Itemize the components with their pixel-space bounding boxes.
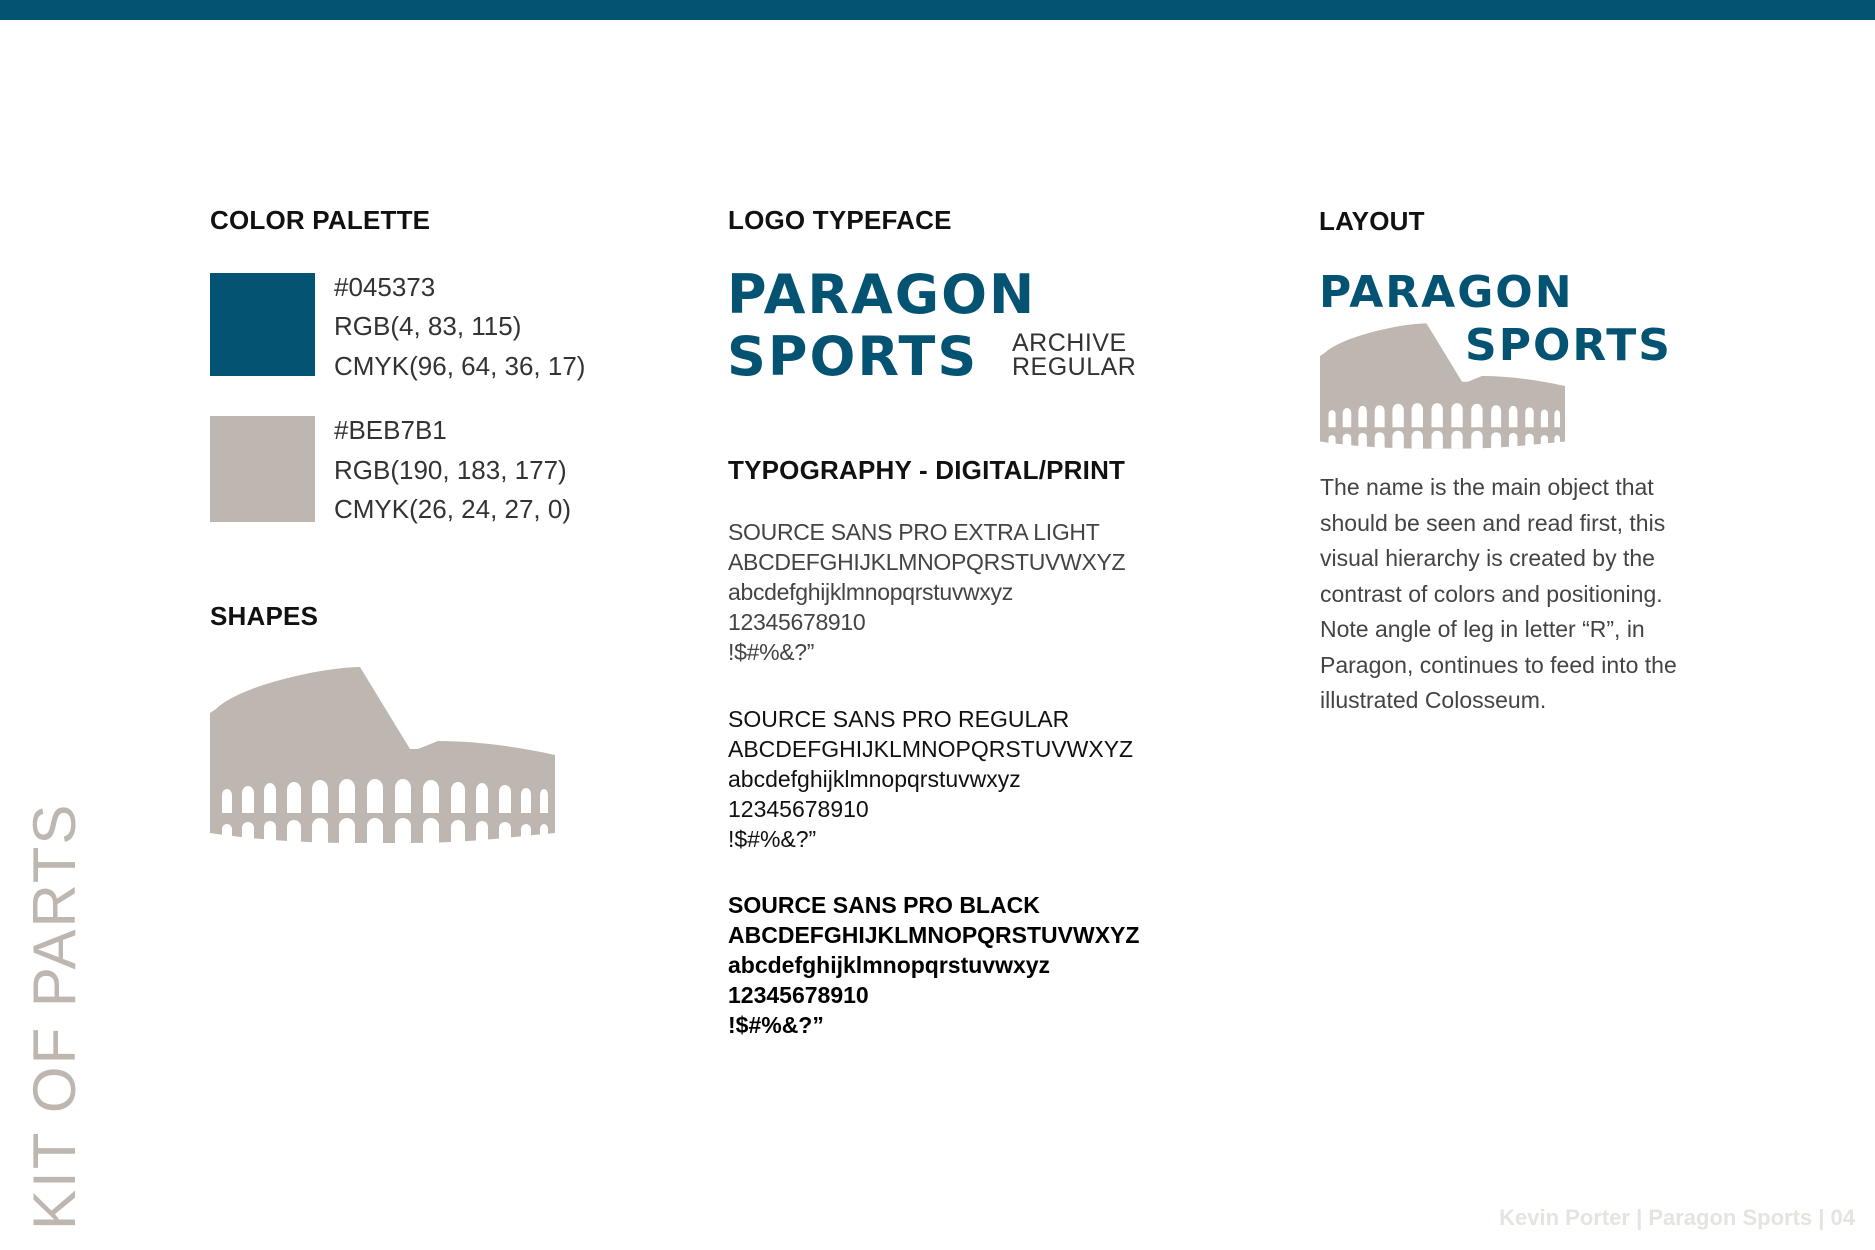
- swatch-blue: [210, 273, 315, 376]
- color-palette-heading: COLOR PALETTE: [210, 205, 431, 235]
- type-lower: abcdefghijklmnopqrstuvwxyz: [728, 579, 1013, 605]
- gray-cmyk: CMYK(26, 24, 27, 0): [334, 494, 571, 524]
- logo-word-sports: SPORTS: [727, 325, 979, 388]
- typography-heading: TYPOGRAPHY - DIGITAL/PRINT: [728, 455, 1126, 485]
- typeface-name-line1: ARCHIVE: [1012, 329, 1127, 357]
- type-digits: 12345678910: [728, 609, 866, 635]
- layout-logo-sports: SPORTS: [1465, 320, 1672, 371]
- swatch-gray: [210, 416, 315, 522]
- type-upper: ABCDEFGHIJKLMNOPQRSTUVWXYZ: [728, 922, 1140, 948]
- side-title: KIT OF PARTS: [21, 802, 88, 1230]
- type-symbols: !$#%&?”: [728, 639, 815, 665]
- page-footer: Kevin Porter | Paragon Sports | 04: [1499, 1205, 1855, 1230]
- type-sample-regular: [728, 704, 1133, 854]
- type-upper: ABCDEFGHIJKLMNOPQRSTUVWXYZ: [728, 736, 1134, 762]
- blue-cmyk: CMYK(96, 64, 36, 17): [334, 351, 586, 381]
- colosseum-shape-icon: [210, 665, 555, 845]
- type-symbols: !$#%&?”: [728, 1012, 824, 1038]
- top-accent-bar: [0, 0, 1875, 20]
- type-symbols: !$#%&?”: [728, 826, 817, 852]
- blue-rgb: RGB(4, 83, 115): [334, 311, 522, 341]
- typeface-name-line2: REGULAR: [1012, 353, 1137, 381]
- layout-heading: LAYOUT: [1319, 206, 1425, 236]
- type-lower: abcdefghijklmnopqrstuvwxyz: [728, 952, 1051, 978]
- type-sample-extra-light: [728, 517, 1125, 667]
- type-name: SOURCE SANS PRO EXTRA LIGHT: [728, 519, 1100, 545]
- logo-typeface-heading: LOGO TYPEFACE: [728, 205, 952, 235]
- type-upper: ABCDEFGHIJKLMNOPQRSTUVWXYZ: [728, 549, 1126, 575]
- shapes-heading: SHAPES: [210, 601, 319, 631]
- logo-word-paragon: PARAGON: [727, 263, 1037, 326]
- type-sample-black: [728, 890, 1139, 1040]
- blue-hex: #045373: [334, 272, 436, 302]
- gray-hex: #BEB7B1: [334, 415, 447, 445]
- type-digits: 12345678910: [728, 982, 869, 1008]
- gray-rgb: RGB(190, 183, 177): [334, 455, 567, 485]
- layout-logo-paragon: PARAGON: [1319, 267, 1574, 318]
- type-lower: abcdefghijklmnopqrstuvwxyz: [728, 766, 1021, 792]
- layout-description: The name is the main object that should be seen and read first, this visual hierarchy is created by the contrast of colors and positioning. Note angle of leg in letter “R”, in Paragon, continues to feed into the illustrated Colosseum.: [1320, 474, 1677, 713]
- type-name: SOURCE SANS PRO REGULAR: [728, 706, 1070, 732]
- type-name: SOURCE SANS PRO BLACK: [728, 892, 1040, 918]
- type-digits: 12345678910: [728, 796, 869, 822]
